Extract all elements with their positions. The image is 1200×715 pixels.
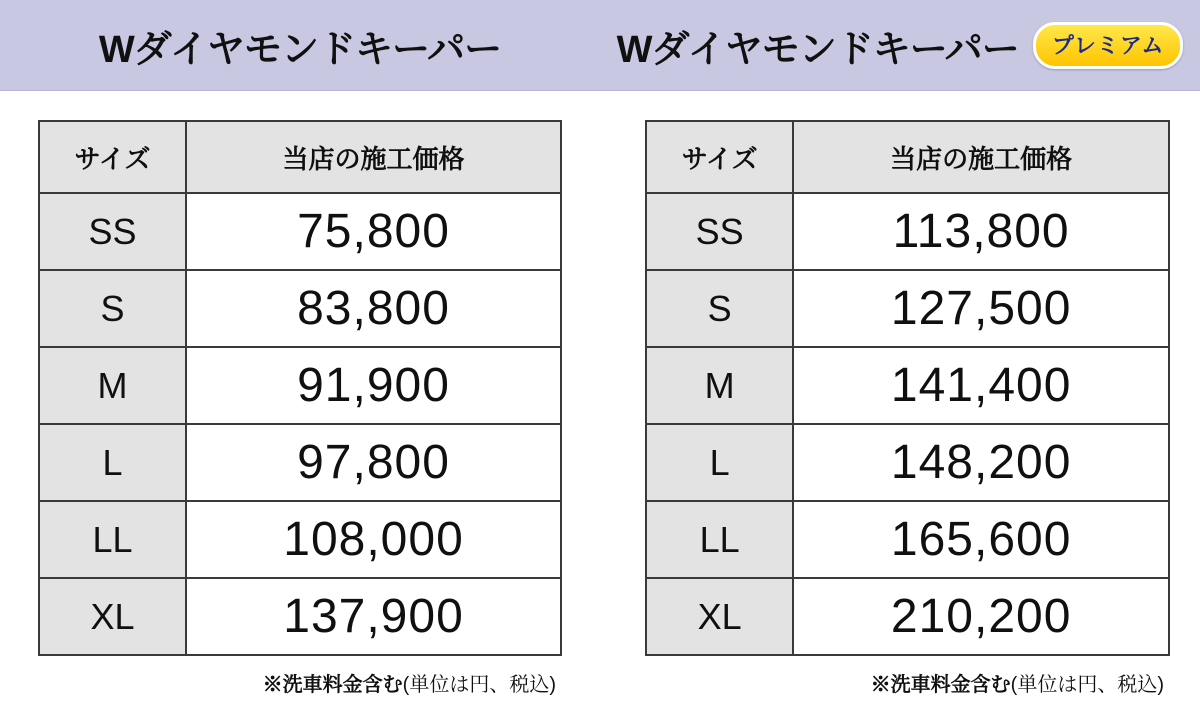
table-row	[646, 270, 1169, 347]
cell-size: M	[39, 347, 186, 424]
column-header-price: 当店の施工価格	[186, 121, 561, 193]
cell-size: M	[646, 347, 793, 424]
table-row	[39, 501, 561, 578]
cell-price: 91,900	[186, 347, 561, 424]
premium-badge: プレミアム	[1033, 22, 1184, 69]
header-column-standard	[0, 0, 600, 90]
column-header-size: サイズ	[646, 121, 793, 193]
table-row	[39, 270, 561, 347]
cell-size: SS	[39, 193, 186, 270]
cell-size: XL	[39, 578, 186, 655]
cell-price: 148,200	[793, 424, 1169, 501]
page-title-premium: Wダイヤモンドキーパー	[616, 28, 1019, 71]
header-column-premium	[600, 0, 1200, 90]
cell-size: S	[39, 270, 186, 347]
table-row	[39, 578, 561, 655]
table-row	[646, 578, 1169, 655]
note-rest-text: (単位は円、税込)	[1010, 674, 1164, 696]
table-note-premium	[645, 668, 1170, 697]
cell-price: 83,800	[186, 270, 561, 347]
table-row	[39, 193, 561, 270]
table-row	[646, 501, 1169, 578]
cell-price: 137,900	[186, 578, 561, 655]
table-header-row	[646, 121, 1169, 193]
cell-size: LL	[39, 501, 186, 578]
cell-size: L	[39, 424, 186, 501]
cell-price: 108,000	[186, 501, 561, 578]
table-block-standard	[0, 90, 600, 715]
table-row	[39, 347, 561, 424]
cell-size: XL	[646, 578, 793, 655]
tables-area	[0, 90, 1200, 715]
price-table-standard	[38, 120, 562, 656]
cell-price: 97,800	[186, 424, 561, 501]
cell-price: 113,800	[793, 193, 1169, 270]
note-bold-text: ※洗車料金含む	[262, 674, 403, 696]
table-block-premium	[600, 90, 1200, 715]
price-table-premium	[645, 120, 1170, 656]
cell-size: LL	[646, 501, 793, 578]
cell-size: S	[646, 270, 793, 347]
table-header-row	[39, 121, 561, 193]
column-header-price: 当店の施工価格	[793, 121, 1169, 193]
table-row	[646, 347, 1169, 424]
cell-price: 141,400	[793, 347, 1169, 424]
table-note-standard	[38, 668, 562, 697]
table-row	[646, 424, 1169, 501]
cell-price: 127,500	[793, 270, 1169, 347]
header-row	[0, 0, 1200, 90]
table-row	[39, 424, 561, 501]
cell-price: 210,200	[793, 578, 1169, 655]
page-title-standard: Wダイヤモンドキーパー	[98, 28, 502, 71]
note-rest-text: (単位は円、税込)	[402, 674, 556, 696]
note-bold-text: ※洗車料金含む	[870, 674, 1011, 696]
cell-price: 165,600	[793, 501, 1169, 578]
table-row	[646, 193, 1169, 270]
cell-price: 75,800	[186, 193, 561, 270]
cell-size: L	[646, 424, 793, 501]
cell-size: SS	[646, 193, 793, 270]
header-band	[0, 0, 1200, 91]
column-header-size: サイズ	[39, 121, 186, 193]
